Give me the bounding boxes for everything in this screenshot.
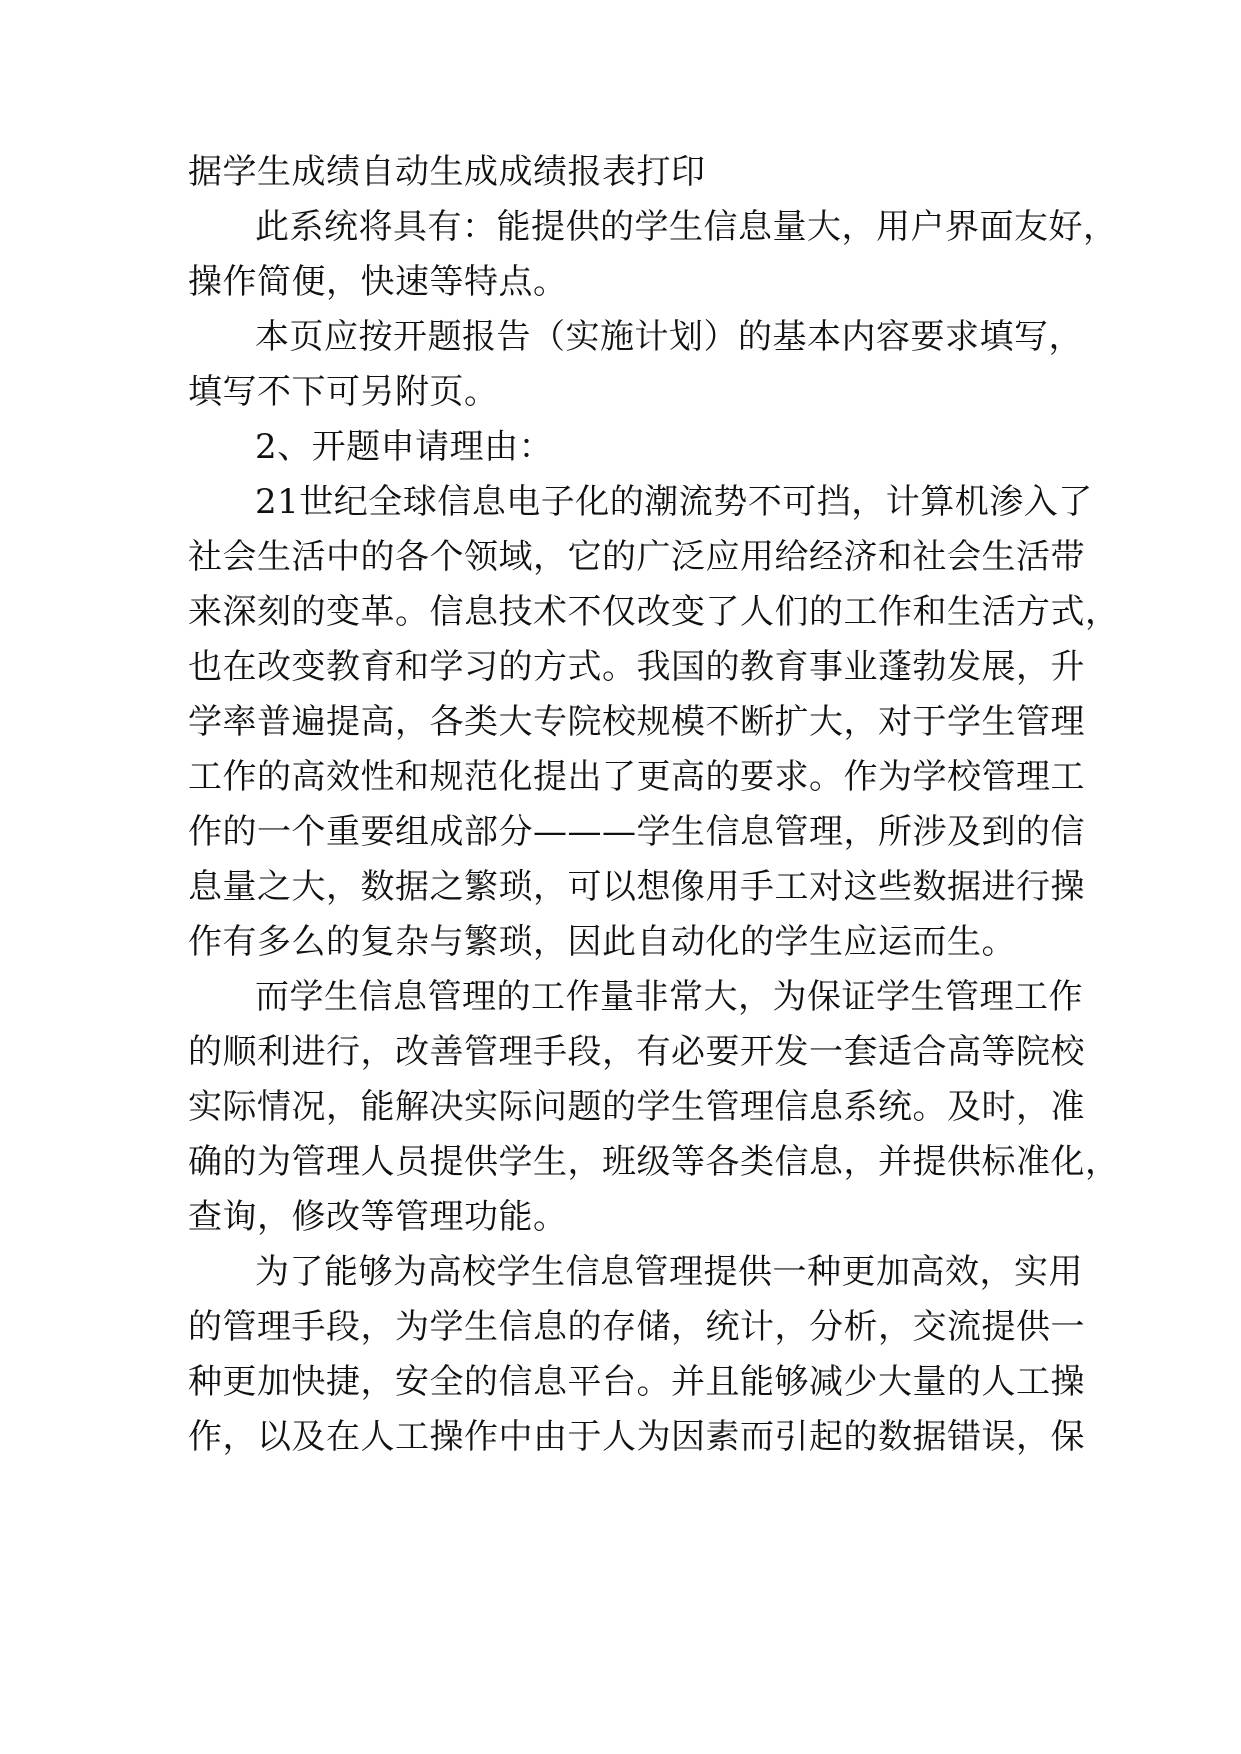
text-line: 此系统将具有：能提供的学生信息量大，用户界面友好， bbox=[255, 207, 1118, 247]
text-line: 也在改变教育和学习的方式。我国的教育事业蓬勃发展，升 bbox=[188, 647, 1085, 687]
section-heading: 2、开题申请理由： bbox=[255, 427, 554, 467]
text-line: 本页应按开题报告（实施计划）的基本内容要求填写， bbox=[255, 317, 1083, 357]
text-line: 作有多么的复杂与繁琐，因此自动化的学生应运而生。 bbox=[188, 922, 1016, 962]
text-line: 工作的高效性和规范化提出了更高的要求。作为学校管理工 bbox=[188, 757, 1085, 797]
text-line: 来深刻的变革。信息技术不仅改变了人们的工作和生活方式， bbox=[188, 592, 1120, 632]
text-line: 学率普遍提高，各类大专院校规模不断扩大，对于学生管理 bbox=[188, 702, 1085, 742]
text-line: 21世纪全球信息电子化的潮流势不可挡，计算机渗入了 bbox=[255, 482, 1093, 522]
text-line: 查询，修改等管理功能。 bbox=[188, 1197, 568, 1237]
text-line: 而学生信息管理的工作量非常大，为保证学生管理工作 bbox=[255, 977, 1083, 1017]
text-line: 填写不下可另附页。 bbox=[188, 372, 499, 412]
text-line: 确的为管理人员提供学生，班级等各类信息，并提供标准化， bbox=[188, 1142, 1120, 1182]
text-line: 社会生活中的各个领域，它的广泛应用给经济和社会生活带 bbox=[188, 537, 1085, 577]
text-line: 作的一个重要组成部分———学生信息管理，所涉及到的信 bbox=[188, 812, 1085, 852]
text-line: 作，以及在人工操作中由于人为因素而引起的数据错误，保 bbox=[188, 1417, 1085, 1457]
text-line: 种更加快捷，安全的信息平台。并且能够减少大量的人工操 bbox=[188, 1362, 1085, 1402]
text-line: 的顺利进行，改善管理手段，有必要开发一套适合高等院校 bbox=[188, 1032, 1085, 1072]
text-line: 的管理手段，为学生信息的存储，统计，分析，交流提供一 bbox=[188, 1307, 1085, 1347]
text-line: 据学生成绩自动生成成绩报表打印 bbox=[188, 152, 706, 192]
text-line: 息量之大，数据之繁琐，可以想像用手工对这些数据进行操 bbox=[188, 867, 1085, 907]
text-line: 操作简便，快速等特点。 bbox=[188, 262, 568, 302]
text-line: 实际情况，能解决实际问题的学生管理信息系统。及时，准 bbox=[188, 1087, 1085, 1127]
text-line: 为了能够为高校学生信息管理提供一种更加高效，实用 bbox=[255, 1252, 1083, 1292]
